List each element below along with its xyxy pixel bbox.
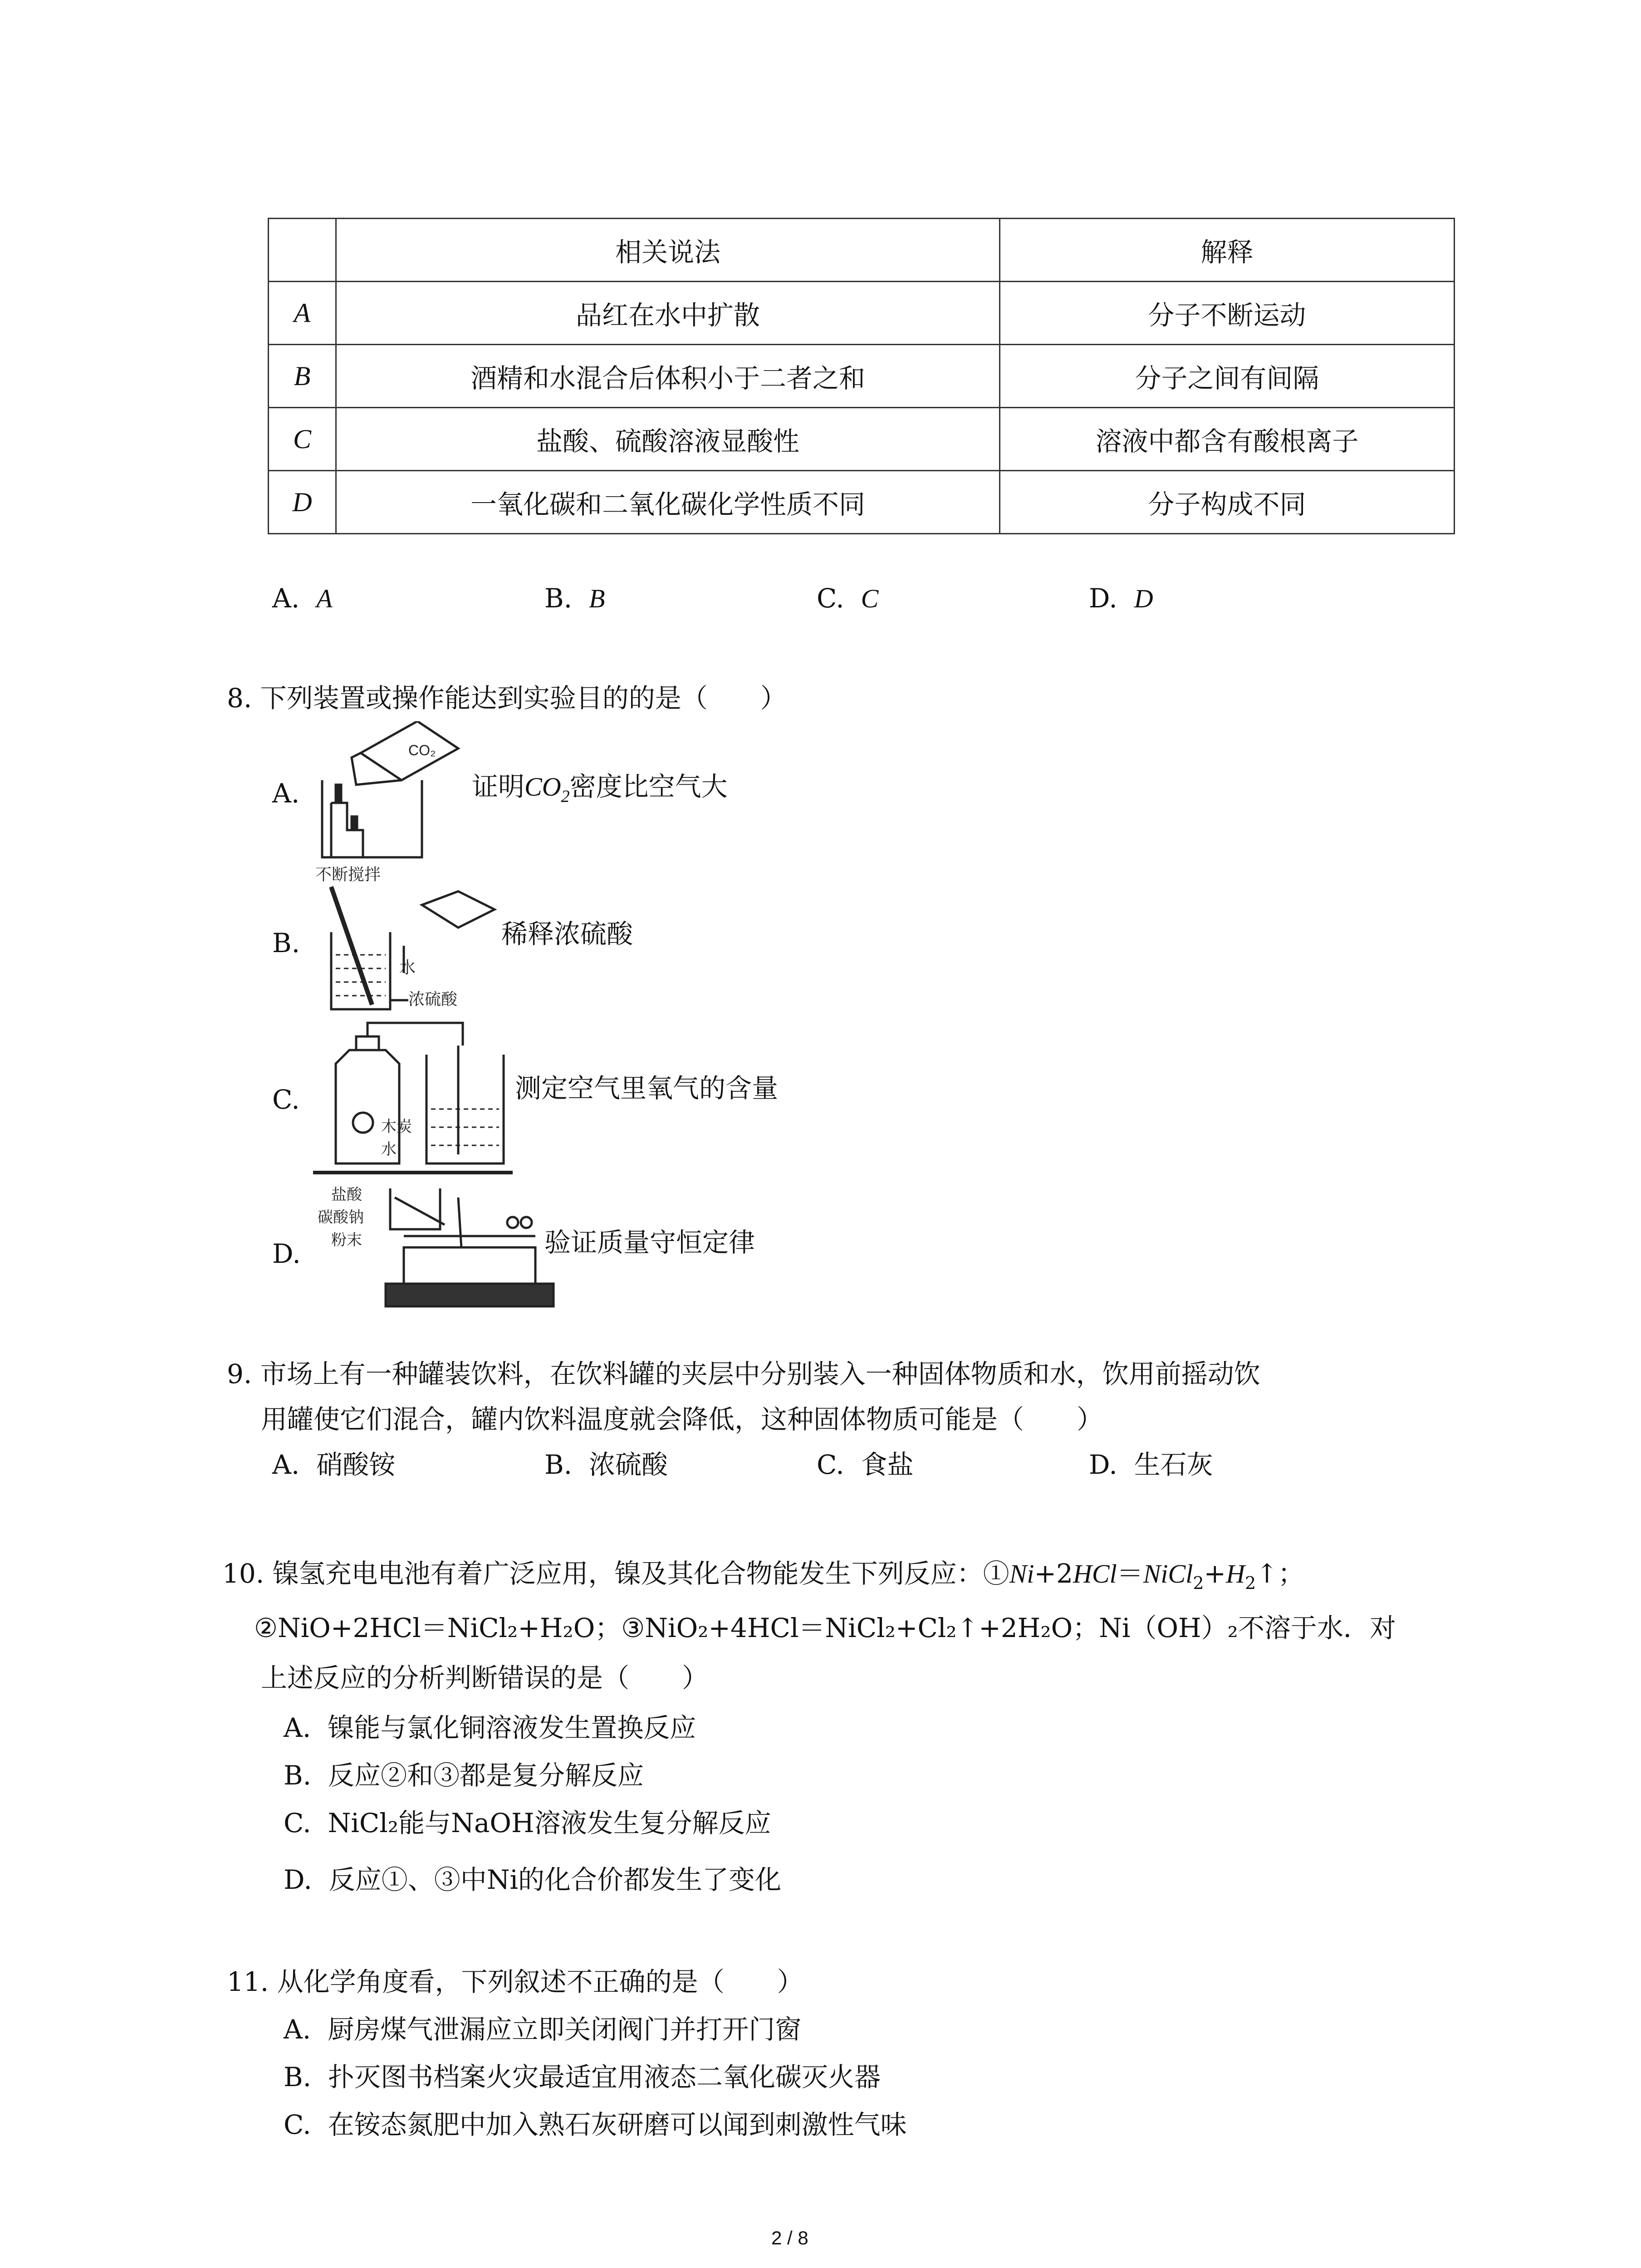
q8-stem: 8. 下列装置或操作能达到实验目的的是（ ） — [227, 683, 787, 714]
table-cell: C — [269, 408, 336, 471]
q10-line1: 10. 镍氢充电电池有着广泛应用，镍及其化合物能发生下列反应：$①Ni+2HCl=NiCl_2+H_2↑$； — [222, 1558, 1304, 1593]
option-d: D. D — [1089, 583, 1153, 614]
option-b: B. B — [544, 583, 605, 614]
table-cell: 一氧化碳和二氧化碳化学性质不同 — [336, 471, 1000, 534]
water-label: 水 — [399, 958, 416, 977]
q8-option-d-key: D. — [272, 1238, 301, 1269]
table-header-row — [269, 219, 1455, 282]
table-row — [269, 282, 1455, 345]
q8-option-b-key: B. — [272, 928, 300, 958]
q11-option-c: C. 在铵态氮肥中加入熟石灰研磨可以闻到刺激性气味 — [284, 2109, 907, 2140]
explanation-table — [268, 218, 1455, 534]
q8-option-b-text: 稀释浓硫酸 — [501, 919, 633, 949]
q11-option-b: B. 扑灭图书档案火灾最适宜用液态二氧化碳灭火器 — [284, 2062, 881, 2092]
table-header-cell — [269, 219, 336, 282]
table-cell: B — [269, 345, 336, 408]
q10-option-a: A. 镍能与氯化铜溶液发生置换反应 — [284, 1712, 696, 1743]
q10-option-c: C. NiCl₂能与NaOH溶液发生复分解反应 — [284, 1808, 771, 1838]
q11-stem: 11. 从化学角度看，下列叙述不正确的是（ ） — [227, 1966, 803, 1997]
table-cell: 分子构成不同 — [1000, 471, 1455, 534]
q9-option-d: D. 生石灰 — [1089, 1449, 1213, 1480]
table-header-cell: 相关说法 — [336, 219, 1000, 282]
table-cell: 分子之间有间隔 — [1000, 345, 1455, 408]
option-a: A. A — [272, 583, 333, 614]
table-header-cell: 解释 — [1000, 219, 1455, 282]
table-cell: 酒精和水混合后体积小于二者之和 — [336, 345, 1000, 408]
q10-option-b: B. 反应②和③都是复分解反应 — [284, 1760, 644, 1791]
water-label-c: 水 — [381, 1141, 397, 1158]
stir-label: 不断搅拌 — [315, 865, 381, 884]
q8-option-a-text: 证明$CO_2$密度比空气大 — [472, 771, 728, 806]
q9-line2: 用罐使它们混合，罐内饮料温度就会降低，这种固体物质可能是（ ） — [261, 1404, 1103, 1435]
page-number: 2 / 8 — [771, 2227, 808, 2248]
q9-option-c: C. 食盐 — [817, 1449, 914, 1480]
q9-option-b: B. 浓硫酸 — [544, 1449, 668, 1480]
powder-label: 粉末 — [331, 1232, 362, 1249]
figure-c-oxygen-apparatus — [313, 1018, 513, 1177]
table-row — [269, 345, 1455, 408]
q9-line1: 9. 市场上有一种罐装饮料，在饮料罐的夹层中分别装入一种固体物质和水，饮用前摇动饮 — [227, 1359, 1260, 1389]
q10-option-d: D. 反应①、③中Ni的化合价都发生了变化 — [284, 1864, 782, 1895]
table-cell: 盐酸、硫酸溶液显酸性 — [336, 408, 1000, 471]
option-c: C. C — [817, 583, 879, 614]
na2co3-label: 碳酸钠 — [318, 1209, 364, 1226]
q8-option-c-key: C. — [272, 1084, 300, 1115]
q8-option-c-text: 测定空气里氧气的含量 — [515, 1073, 779, 1104]
table-cell: D — [269, 471, 336, 534]
co2-label: CO₂ — [408, 742, 436, 758]
q8-option-a-key: A. — [272, 778, 300, 809]
charcoal-label: 木炭 — [381, 1118, 412, 1135]
table-row — [269, 471, 1455, 534]
table-cell: A — [269, 282, 336, 345]
table-cell: 溶液中都含有酸根离子 — [1000, 408, 1455, 471]
hcl-label: 盐酸 — [331, 1186, 362, 1203]
q9-option-a: A. 硝酸铵 — [272, 1449, 396, 1480]
table-row — [269, 408, 1455, 471]
table-cell: 品红在水中扩散 — [336, 282, 1000, 345]
figure-b-dilution — [313, 864, 508, 1014]
q10-line2: ②NiO+2HCl＝NiCl₂+H₂O；③NiO₂+4HCl＝NiCl₂+Cl₂↑+2H₂O；Ni（OH）₂不溶于水．对 — [254, 1613, 1396, 1643]
table-cell: 分子不断运动 — [1000, 282, 1455, 345]
q11-option-a: A. 厨房煤气泄漏应立即关闭阀门并打开门窗 — [284, 2014, 802, 2045]
q8-option-d-text: 验证质量守恒定律 — [544, 1227, 755, 1258]
figure-a-co2-beaker — [313, 721, 463, 862]
q10-line3: 上述反应的分析判断错误的是（ ） — [261, 1662, 709, 1693]
conc-acid-label: 浓硫酸 — [408, 990, 458, 1008]
figure-d-balance — [313, 1179, 567, 1315]
